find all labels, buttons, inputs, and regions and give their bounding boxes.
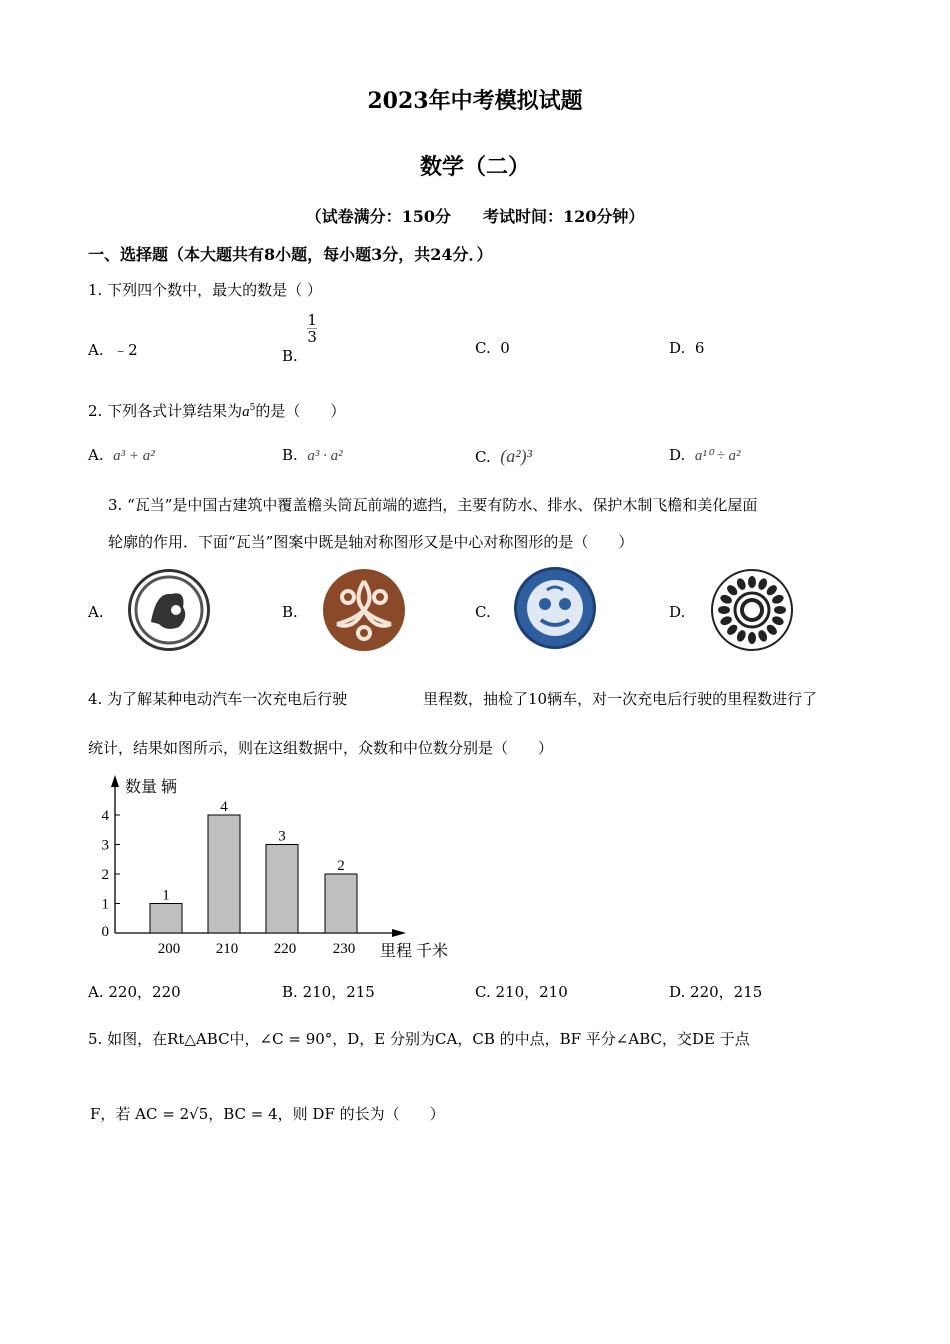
x-tick-label: 220 [273, 941, 297, 957]
question-3-stem-line1: 3. “瓦当”是中国古建筑中覆盖檐头筒瓦前端的遮挡，主要有防水、排水、保护木制飞檐和美化屋面 [108, 496, 758, 514]
data-label: 2 [337, 858, 345, 874]
q3-option-d-image[interactable] [711, 569, 793, 651]
option-label: B. [282, 446, 298, 464]
y-tick-label: 3 [101, 837, 109, 854]
option-label: D. [669, 446, 686, 464]
x-tick-label: 230 [332, 941, 356, 957]
q1-option-d[interactable] [669, 339, 704, 357]
denominator: 3 [307, 328, 317, 346]
q3-option-a-image[interactable] [128, 569, 210, 651]
q4-option-d[interactable] [669, 981, 762, 1002]
x-axis-label: 里程 千米 [380, 943, 449, 960]
option-label: A. [88, 446, 104, 464]
option-label: B. [282, 346, 298, 365]
fraction [307, 312, 317, 345]
option-value: 0 [500, 339, 510, 357]
option-value: a³ + a² [113, 448, 155, 464]
q1-option-a[interactable] [88, 339, 138, 360]
q2-option-b[interactable] [282, 446, 343, 465]
q3-option-c-label[interactable]: C. [475, 603, 491, 621]
bar-230 [325, 874, 357, 933]
q1-option-c[interactable] [475, 339, 510, 357]
bar-220 [266, 845, 298, 934]
option-label: C. [475, 983, 491, 1001]
option-label: A. [88, 341, 104, 359]
question-5-stem-line2: F，若 AC = 2√5，BC = 4，则 DF 的长为（ ） [90, 1105, 445, 1123]
y-tick-label: 1 [101, 896, 109, 913]
question-4-stem-line2: 统计，结果如图所示，则在这组数据中，众数和中位数分别是（ ） [88, 739, 554, 757]
q3-option-b-label[interactable]: B. [282, 603, 298, 621]
exponent: 5 [249, 403, 256, 413]
option-label: C. [475, 339, 491, 357]
data-label: 4 [220, 799, 228, 815]
question-4-stem-line1b: 里程数，抽检了10辆车，对一次充电后行驶的里程数进行了 [423, 690, 818, 708]
exam-title: 2023年中考模拟试题 [367, 88, 583, 114]
x-axis-arrow-icon [392, 929, 406, 937]
q2-option-d[interactable] [669, 446, 741, 465]
lotus-pattern-icon [713, 571, 791, 649]
q4-option-b[interactable] [282, 981, 375, 1002]
stem-text: 的是（ ） [255, 402, 346, 420]
math-var: a [242, 404, 250, 420]
option-value: (a²)³ [500, 446, 533, 466]
option-label: B. [282, 983, 298, 1001]
y-axis-arrow-icon [111, 775, 119, 787]
q4-option-c[interactable] [475, 981, 568, 1002]
option-label: A. [88, 983, 104, 1001]
x-tick-label: 210 [215, 941, 239, 957]
data-label: 3 [278, 828, 286, 845]
y-axis-label: 数量 辆 [125, 779, 178, 796]
subject-title: 数学（二） [419, 154, 530, 180]
y-tick-label: 0 [101, 924, 109, 940]
y-tick-label: 2 [101, 867, 109, 883]
q3-option-d-label[interactable]: D. [669, 603, 686, 621]
q2-option-c[interactable] [475, 446, 532, 467]
bar-200 [150, 904, 182, 934]
cloud-pattern-icon [323, 569, 405, 651]
option-value: a³ · a² [307, 448, 343, 464]
question-5-stem-line1: 5. 如图，在Rt△ABC中，∠C = 90°，D，E 分别为CA，CB 的中点，BF 平分∠ABC，交DE 于点 [88, 1030, 750, 1048]
section-heading: 一、选择题（本大题共有8小题，每小题3分，共24分．） [88, 245, 493, 264]
exam-info: （试卷满分：150分 考试时间：120分钟） [305, 207, 645, 226]
option-value: ﹣2 [113, 341, 138, 359]
q1-option-b[interactable] [282, 311, 317, 365]
question-1-stem: 1. 下列四个数中，最大的数是（ ） [88, 281, 322, 299]
q4-option-a[interactable] [88, 981, 181, 1002]
mileage-bar-chart [80, 765, 480, 970]
option-value: 220，220 [108, 983, 181, 1001]
option-value: 6 [694, 339, 705, 357]
tiger-pattern-icon [131, 572, 207, 648]
question-4-stem-line1a: 4. 为了解某种电动汽车一次充电后行驶 [88, 690, 348, 708]
question-3-stem-line2: 轮廓的作用．下面“瓦当”图案中既是轴对称图形又是中心对称图形的是（ ） [108, 533, 634, 551]
question-2-stem [88, 400, 345, 421]
x-tick-label: 200 [157, 941, 181, 957]
q3-option-a-label[interactable]: A. [88, 603, 104, 621]
numerator: 1 [307, 311, 317, 329]
bar-210 [208, 815, 240, 933]
option-label: C. [475, 448, 491, 466]
data-label: 1 [162, 887, 170, 904]
option-value: 220，215 [690, 983, 763, 1001]
option-label: D. [669, 983, 686, 1001]
option-label: D. [669, 339, 686, 357]
y-tick-label: 4 [101, 808, 109, 824]
option-value: a¹⁰ ÷ a² [694, 448, 741, 464]
q3-option-b-image[interactable] [323, 569, 405, 651]
stem-text: 2. 下列各式计算结果为 [88, 402, 243, 420]
q3-option-c-image[interactable] [514, 567, 596, 649]
option-value: 210，210 [495, 983, 568, 1001]
q2-option-a[interactable] [88, 446, 155, 465]
beast-face-pattern-icon [517, 570, 593, 646]
option-value: 210，215 [302, 983, 375, 1001]
